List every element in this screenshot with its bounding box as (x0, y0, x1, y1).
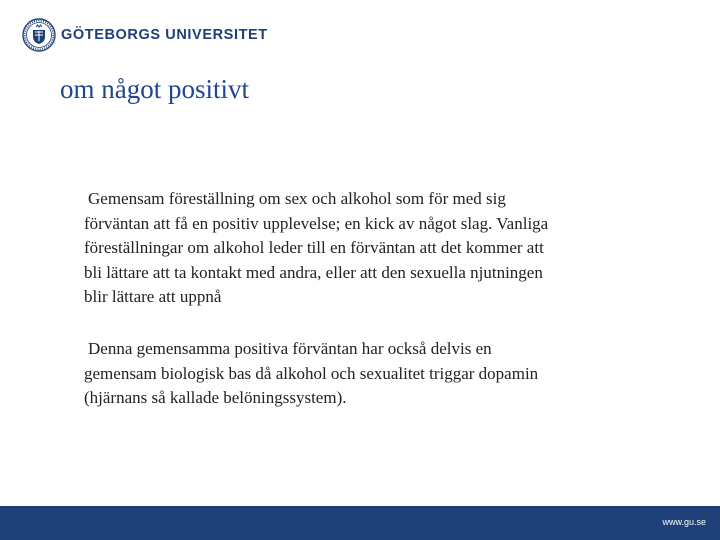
paragraph-line: blir lättare att uppnå (84, 287, 222, 306)
paragraph-line: förväntan att få en positiv upplevelse; en kick av något slag. Vanliga (84, 213, 549, 233)
footer-url[interactable]: www.gu.se (662, 517, 706, 527)
paragraph-expectation (84, 187, 694, 310)
paragraph-line: Denna gemensamma positiva förväntan har också delvis en (88, 339, 492, 358)
paragraph-line: bli lättare att ta kontakt med andra, eller att den sexuella njutningen (84, 262, 543, 282)
paragraph-biology (84, 337, 694, 411)
university-seal-icon (22, 18, 56, 52)
paragraph-line: (hjärnans så kallade belöningssystem). (84, 388, 347, 407)
footer-bar (0, 506, 720, 540)
university-name: GÖTEBORGS UNIVERSITET (61, 27, 268, 43)
paragraph-line: Gemensam föreställning om sex och alkohol som för med sig (88, 189, 506, 208)
paragraph-line: föreställningar om alkohol leder till en förväntan att det kommer att (84, 238, 544, 257)
university-logo (22, 18, 268, 52)
paragraph-line: gemensam biologisk bas då alkohol och sexualitet triggar dopamin (84, 363, 539, 383)
slide-title: om något positivt (60, 74, 249, 104)
